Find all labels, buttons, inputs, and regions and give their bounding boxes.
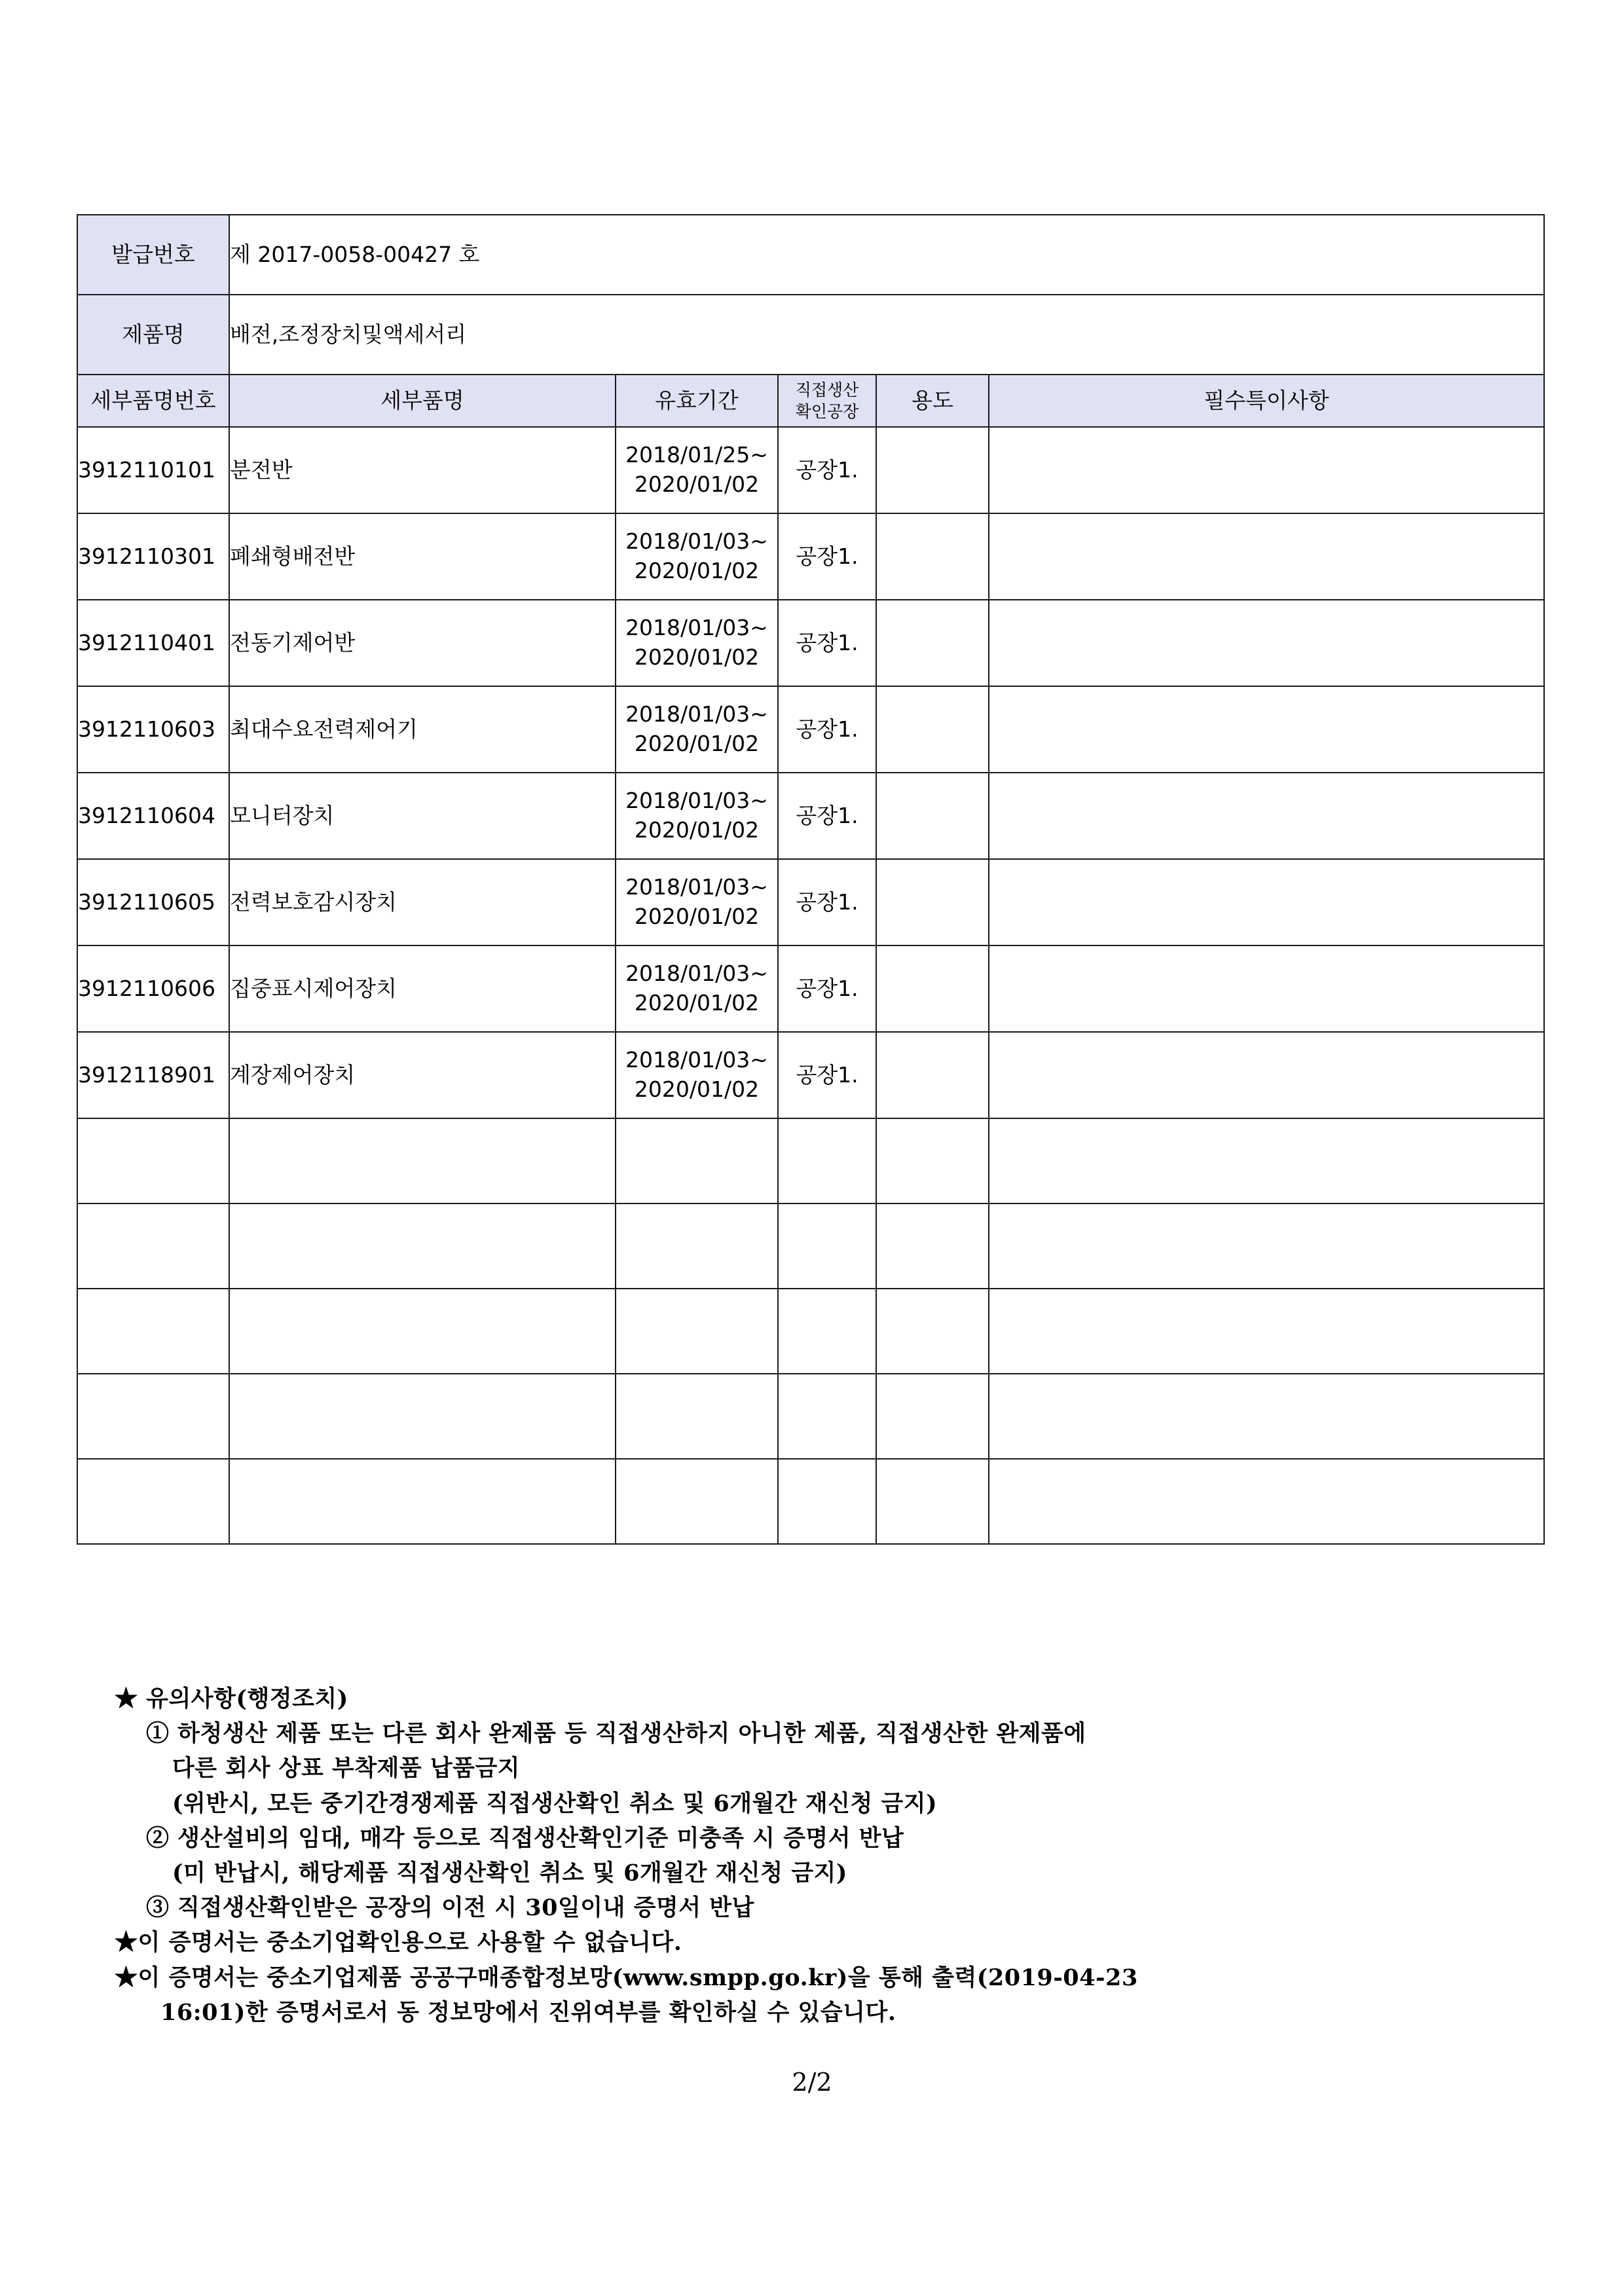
cell-valid-period: [616, 1203, 778, 1289]
cell-factory: 공장1.: [778, 600, 876, 686]
table-row-empty: [77, 1289, 1544, 1374]
column-header-special-notes: 필수특이사항: [989, 375, 1544, 427]
cell-usage: [876, 946, 989, 1032]
cell-valid-period: [616, 773, 778, 859]
period-end: 2020/01/02: [634, 644, 760, 670]
cell-factory: [778, 1289, 876, 1374]
issue-number-row: [77, 215, 1544, 295]
product-name-row: [77, 295, 1544, 375]
period-end: 2020/01/02: [634, 558, 760, 583]
table-header-row: [77, 375, 1544, 427]
cell-item-number: 3912110605: [77, 859, 229, 946]
notice-line-item1-cont: 다른 회사 상표 부착제품 납품금지: [172, 1755, 521, 1782]
cell-special-note: [989, 1203, 1544, 1289]
cell-item-number: 3912110604: [77, 773, 229, 859]
cell-usage: [876, 859, 989, 946]
cell-item-number: 3912110401: [77, 600, 229, 686]
cell-item-number: [77, 1118, 229, 1203]
factory-header-line1: 직접생산: [795, 380, 859, 399]
period-end: 2020/01/02: [634, 731, 760, 756]
cell-usage: [876, 1032, 989, 1118]
notice-line-item1: ① 하청생산 제품 또는 다른 회사 완제품 등 직접생산하지 아니한 제품, 직접생산한 완제품에: [146, 1720, 1086, 1748]
period-start: 2018/01/03~: [625, 528, 768, 555]
cell-factory: 공장1.: [778, 946, 876, 1032]
cell-usage: [876, 1374, 989, 1459]
cell-usage: [876, 600, 989, 686]
cell-valid-period: [616, 600, 778, 686]
cell-factory: [778, 1118, 876, 1203]
cell-item-name: 모니터장치: [229, 773, 616, 859]
period-start: 2018/01/03~: [625, 615, 768, 641]
cell-usage: [876, 1203, 989, 1289]
table-row: [77, 946, 1544, 1032]
column-header-item-name: 세부품명: [229, 375, 616, 427]
cell-item-number: [77, 1374, 229, 1459]
cell-usage: [876, 773, 989, 859]
product-name-label: 제품명: [77, 295, 229, 375]
cell-usage: [876, 513, 989, 600]
cell-special-note: [989, 427, 1544, 513]
cell-special-note: [989, 773, 1544, 859]
cell-valid-period: [616, 427, 778, 513]
cell-item-number: 3912110101: [77, 427, 229, 513]
cell-valid-period: [616, 946, 778, 1032]
column-header-usage: 용도: [876, 375, 989, 427]
cell-factory: 공장1.: [778, 1032, 876, 1118]
table-row: [77, 859, 1544, 946]
period-end: 2020/01/02: [634, 471, 760, 497]
period-start: 2018/01/03~: [625, 1047, 768, 1073]
cell-item-name: 집중표시제어장치: [229, 946, 616, 1032]
notice-section: [115, 1681, 1568, 2030]
table-row-empty: [77, 1459, 1544, 1544]
table-row: [77, 513, 1544, 600]
cell-valid-period: [616, 1374, 778, 1459]
cell-special-note: [989, 1459, 1544, 1544]
table-row-empty: [77, 1118, 1544, 1203]
cell-usage: [876, 686, 989, 773]
cell-item-name: [229, 1374, 616, 1459]
cell-item-name: 최대수요전력제어기: [229, 686, 616, 773]
cell-item-name: [229, 1118, 616, 1203]
cell-valid-period: [616, 1289, 778, 1374]
cell-valid-period: [616, 1118, 778, 1203]
period-end: 2020/01/02: [634, 1076, 760, 1102]
page-number: 2/2: [792, 2068, 832, 2097]
cell-valid-period: [616, 1459, 778, 1544]
cell-valid-period: [616, 859, 778, 946]
cell-factory: [778, 1374, 876, 1459]
period-start: 2018/01/25~: [625, 442, 768, 468]
cell-special-note: [989, 946, 1544, 1032]
cell-special-note: [989, 1032, 1544, 1118]
cell-item-name: [229, 1203, 616, 1289]
cell-item-name: 전력보호감시장치: [229, 859, 616, 946]
issue-number-label: 발급번호: [77, 215, 229, 295]
cell-special-note: [989, 859, 1544, 946]
table-row: [77, 686, 1544, 773]
column-header-valid-period: 유효기간: [616, 375, 778, 427]
cell-item-number: [77, 1203, 229, 1289]
notice-line-sme-restriction: ★이 증명서는 중소기업확인용으로 사용할 수 없습니다.: [115, 1929, 682, 1956]
period-end: 2020/01/02: [634, 990, 760, 1016]
cell-item-number: 3912110603: [77, 686, 229, 773]
cell-valid-period: [616, 686, 778, 773]
notice-line-item2-paren: (미 반납시, 해당제품 직접생산확인 취소 및 6개월간 재신청 금지): [172, 1859, 847, 1886]
period-start: 2018/01/03~: [625, 701, 768, 727]
cell-special-note: [989, 1289, 1544, 1374]
cell-valid-period: [616, 1032, 778, 1118]
cell-item-number: 3912110301: [77, 513, 229, 600]
cell-item-number: [77, 1289, 229, 1374]
table-row: [77, 427, 1544, 513]
cell-item-number: [77, 1459, 229, 1544]
cell-special-note: [989, 1374, 1544, 1459]
table-row: [77, 600, 1544, 686]
cell-usage: [876, 1459, 989, 1544]
notice-line-print-source: ★이 증명서는 중소기업제품 공공구매종합정보망(www.smpp.go.kr)을 통해 출력(2019-04-23: [115, 1964, 1138, 1991]
cell-item-name: [229, 1289, 616, 1374]
period-start: 2018/01/03~: [625, 961, 768, 987]
cell-factory: 공장1.: [778, 513, 876, 600]
cell-item-name: [229, 1459, 616, 1544]
cell-special-note: [989, 686, 1544, 773]
issue-number-value: 제 2017-0058-00427 호: [229, 215, 1544, 295]
period-end: 2020/01/02: [634, 817, 760, 843]
cell-factory: [778, 1459, 876, 1544]
cell-factory: 공장1.: [778, 859, 876, 946]
cell-usage: [876, 1118, 989, 1203]
cell-item-name: 계장제어장치: [229, 1032, 616, 1118]
certificate-table: [77, 214, 1545, 1545]
cell-special-note: [989, 513, 1544, 600]
cell-item-name: 전동기제어반: [229, 600, 616, 686]
cell-factory: 공장1.: [778, 773, 876, 859]
cell-usage: [876, 427, 989, 513]
cell-item-name: 분전반: [229, 427, 616, 513]
factory-header-line2: 확인공장: [795, 402, 859, 421]
period-start: 2018/01/03~: [625, 788, 768, 814]
cell-usage: [876, 1289, 989, 1374]
period-end: 2020/01/02: [634, 904, 760, 929]
cell-special-note: [989, 1118, 1544, 1203]
notice-line-item1-paren: (위반시, 모든 중기간경쟁제품 직접생산확인 취소 및 6개월간 재신청 금지): [172, 1790, 938, 1817]
cell-factory: 공장1.: [778, 686, 876, 773]
cell-special-note: [989, 600, 1544, 686]
cell-item-name: 폐쇄형배전반: [229, 513, 616, 600]
product-name-value: 배전,조정장치및액세서리: [229, 295, 1544, 375]
table-row: [77, 1032, 1544, 1118]
notice-line-item2: ② 생산설비의 임대, 매각 등으로 직접생산확인기준 미충족 시 증명서 반납: [146, 1824, 904, 1852]
cell-factory: 공장1.: [778, 427, 876, 513]
notice-line-print-source-cont: 16:01)한 증명서로서 동 정보망에서 진위여부를 확인하실 수 있습니다.: [160, 1998, 896, 2026]
table-row: [77, 773, 1544, 859]
table-row-empty: [77, 1203, 1544, 1289]
cell-factory: [778, 1203, 876, 1289]
cell-valid-period: [616, 513, 778, 600]
cell-item-number: 3912118901: [77, 1032, 229, 1118]
column-header-direct-production-factory: [778, 375, 876, 427]
table-row-empty: [77, 1374, 1544, 1459]
column-header-item-number: 세부품명번호: [77, 375, 229, 427]
period-start: 2018/01/03~: [625, 874, 768, 900]
notice-line-item3: ③ 직접생산확인받은 공장의 이전 시 30일이내 증명서 반납: [146, 1894, 754, 1922]
cell-item-number: 3912110606: [77, 946, 229, 1032]
notice-line-heading: ★ 유의사항(행정조치): [115, 1685, 348, 1712]
